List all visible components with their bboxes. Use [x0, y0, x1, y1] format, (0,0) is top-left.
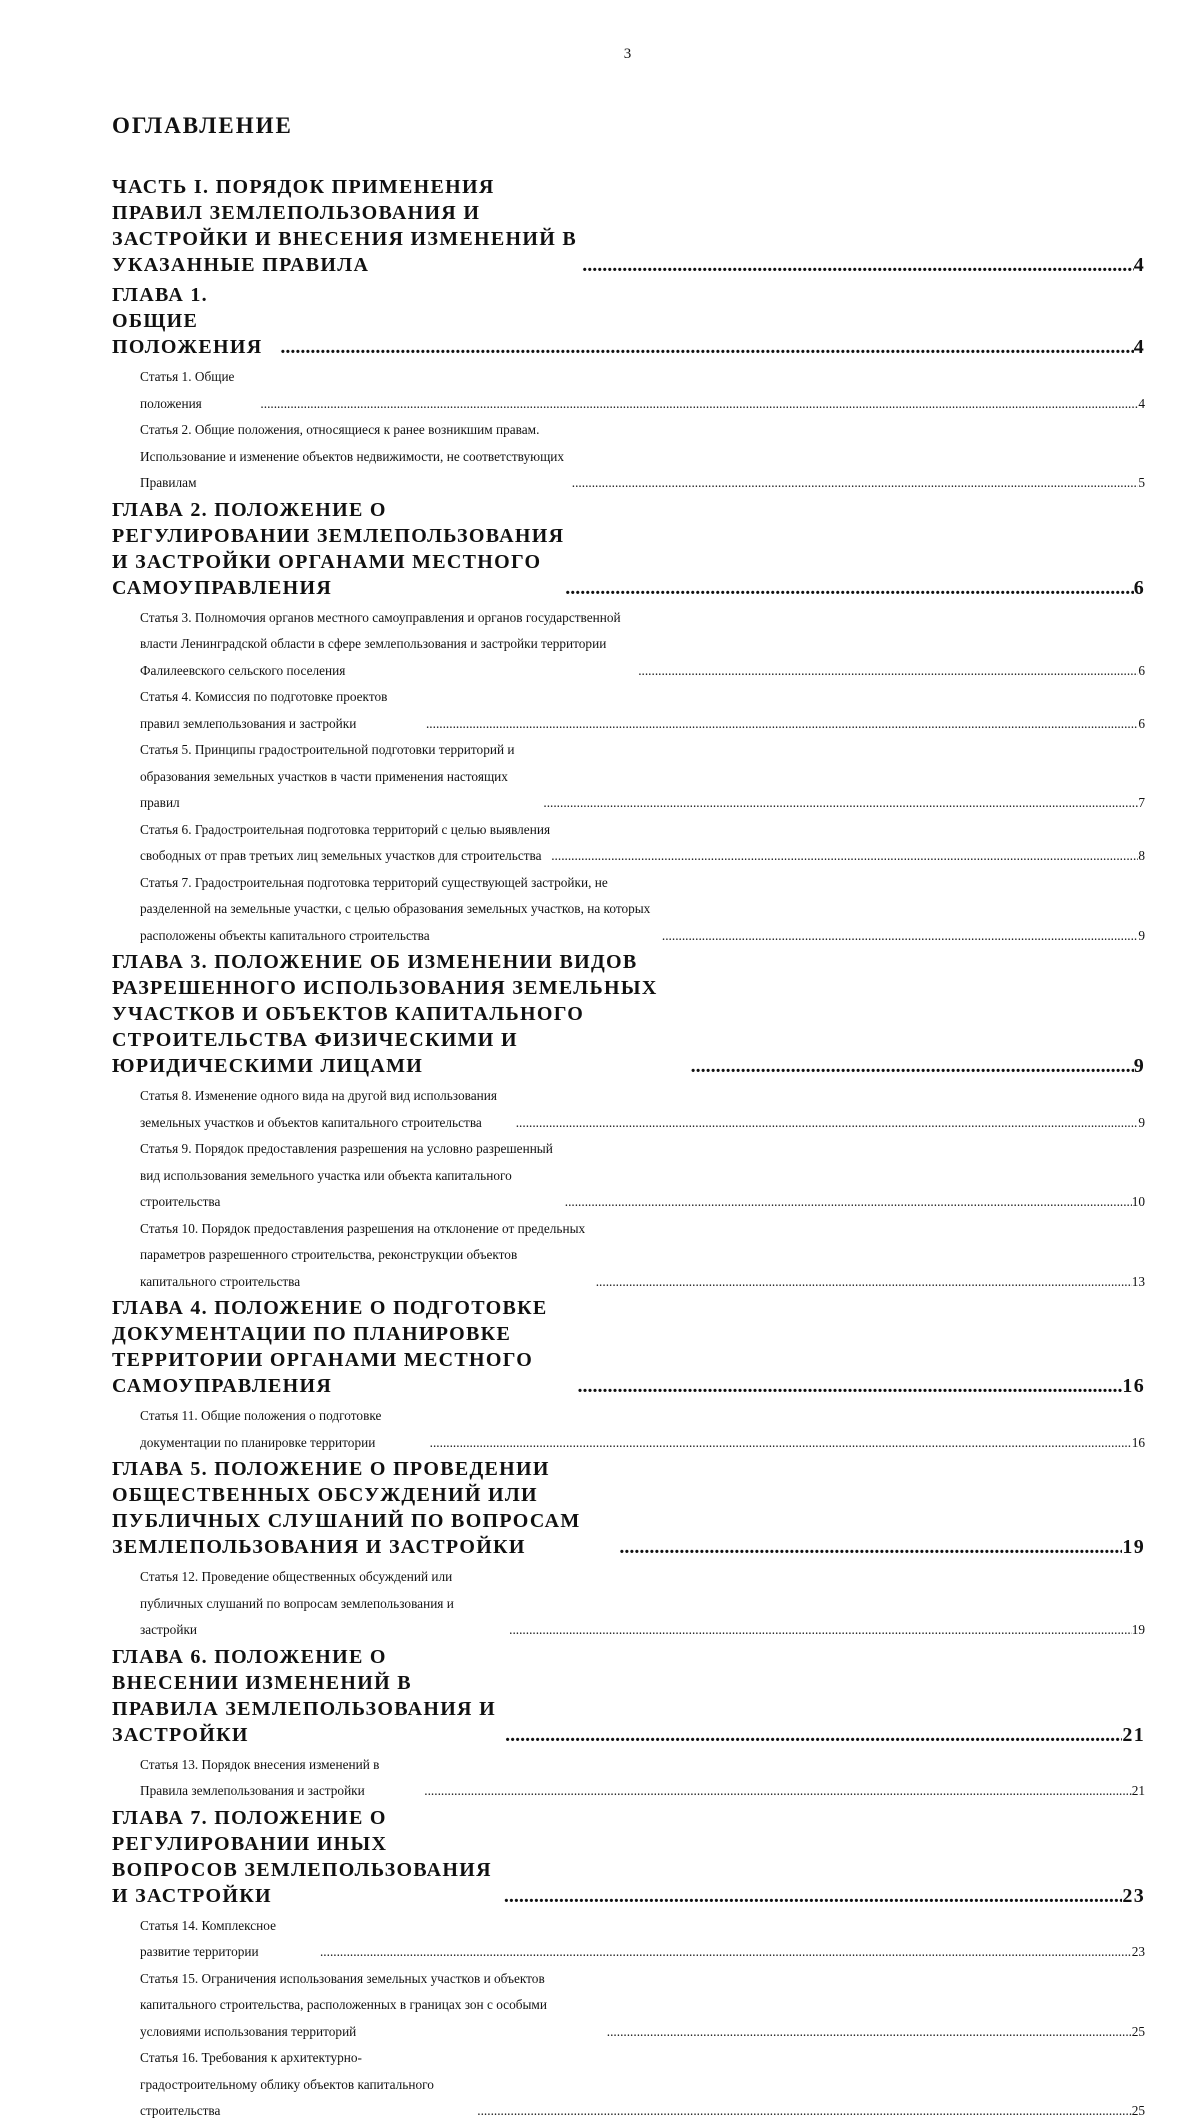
dot-leader: [577, 1373, 1122, 1399]
dot-leader: [565, 575, 1133, 601]
toc-entry-text: Статья 1. Общие положения: [140, 369, 235, 411]
toc-entry-text: Статья 12. Проведение общественных обсуждений или публичных слушаний по вопросам землепользования и застройки: [140, 1569, 454, 1637]
toc-entry-article-14[interactable]: [112, 1913, 1145, 1966]
toc-entry-article-16[interactable]: [112, 2045, 1145, 2125]
toc-entry-page: 9: [1138, 927, 1145, 943]
toc-entry-page: 16: [1131, 1434, 1145, 1450]
dot-leader: [504, 1883, 1123, 1909]
toc-entry-page: 19: [1131, 1622, 1145, 1637]
toc-entry-chapter-4[interactable]: [112, 1295, 1145, 1399]
toc-title: ОГЛАВЛЕНИЕ: [112, 113, 293, 138]
page-number: 3: [623, 46, 633, 62]
dot-leader: [516, 1110, 1139, 1137]
toc-entry-article-13[interactable]: [112, 1752, 1145, 1805]
dot-leader: [260, 391, 1138, 418]
toc-entry-part-1[interactable]: [112, 174, 1145, 278]
dot-leader: [543, 790, 1138, 817]
dot-leader: [572, 470, 1139, 497]
toc-entry-article-10[interactable]: [112, 1216, 1145, 1296]
toc-entry-page: 4: [1133, 336, 1145, 358]
dot-leader: [691, 1053, 1134, 1079]
toc-entry-article-8[interactable]: [112, 1083, 1145, 1136]
toc-entry-text: Статья 3. Полномочия органов местного самоуправления и органов государственной власти Ленинградской области в сфере землепользования и застройки территории Фалилеевского сельского поселения: [140, 609, 621, 678]
toc-entry-article-7[interactable]: [112, 870, 1145, 950]
toc-entry-page: 19: [1122, 1536, 1145, 1558]
toc-entry-text: ГЛАВА 2. ПОЛОЖЕНИЕ О РЕГУЛИРОВАНИИ ЗЕМЛЕПОЛЬЗОВАНИЯ И ЗАСТРОЙКИ ОРГАНАМИ МЕСТНОГО САМОУПРАВЛЕНИЯ: [112, 498, 565, 599]
toc-entry-text: Статья 2. Общие положения, относящиеся к ранее возникшим правам. Использование и изменение объектов недвижимости, не соответствующих Правилам: [140, 422, 565, 490]
toc-entry-page: 10: [1131, 1194, 1145, 1209]
toc-entry-page: 16: [1122, 1375, 1145, 1397]
dot-leader: [430, 1430, 1132, 1457]
toc-entry-text: Статья 15. Ограничения использования земельных участков и объектов капитального строительства, расположенных в границах зон с особыми условиями использования территорий: [140, 1970, 547, 2039]
toc-entry-text: ЧАСТЬ I. ПОРЯДОК ПРИМЕНЕНИЯ ПРАВИЛ ЗЕМЛЕПОЛЬЗОВАНИЯ И ЗАСТРОЙКИ И ВНЕСЕНИЯ ИЗМЕНЕНИЙ В УКАЗАННЫЕ ПРАВИЛА: [112, 176, 578, 276]
dot-leader: [505, 1722, 1122, 1748]
toc-entry-text: Статья 4. Комиссия по подготовке проектов правил землепользования и застройки: [140, 689, 388, 731]
toc-entry-page: 6: [1138, 662, 1145, 678]
toc-entry-article-3[interactable]: [112, 605, 1145, 685]
dot-leader: [582, 252, 1134, 278]
toc-entry-chapter-7[interactable]: [112, 1805, 1145, 1909]
toc-entry-article-15[interactable]: [112, 1966, 1145, 2046]
toc-entry-text: Статья 14. Комплексное развитие территории: [140, 1917, 277, 1959]
toc-entry-chapter-2[interactable]: [112, 497, 1145, 601]
dot-leader: [607, 2019, 1132, 2046]
dot-leader: [509, 1617, 1132, 1644]
toc-entry-article-6[interactable]: [112, 817, 1145, 870]
dot-leader: [662, 923, 1138, 950]
toc-entry-text: ГЛАВА 6. ПОЛОЖЕНИЕ О ВНЕСЕНИИ ИЗМЕНЕНИЙ В ПРАВИЛА ЗЕМЛЕПОЛЬЗОВАНИЯ И ЗАСТРОЙКИ: [112, 1645, 496, 1746]
toc-entry-page: 6: [1138, 715, 1145, 731]
toc-entry-text: Статья 9. Порядок предоставления разрешения на условно разрешенный вид использования земельного участка или объекта капитального строительства: [140, 1141, 553, 1209]
toc-entry-page: 4: [1138, 395, 1145, 411]
dot-leader: [320, 1939, 1132, 1966]
toc-entry-chapter-6[interactable]: [112, 1644, 1145, 1748]
dot-leader: [280, 334, 1133, 360]
dot-leader: [551, 843, 1138, 870]
toc-entry-chapter-3[interactable]: [112, 949, 1145, 1079]
toc-entry-page: 21: [1131, 1783, 1145, 1798]
toc-entry-text: Статья 7. Градостроительная подготовка территорий существующей застройки, не разделенной на земельные участки, с целью образования земельных участков, на которых расположены объекты капитального строительства: [140, 874, 651, 943]
toc-entry-text: ГЛАВА 4. ПОЛОЖЕНИЕ О ПОДГОТОВКЕ ДОКУМЕНТАЦИИ ПО ПЛАНИРОВКЕ ТЕРРИТОРИИ ОРГАНАМИ МЕСТНОГО САМОУПРАВЛЕНИЯ: [112, 1297, 548, 1397]
toc-entry-text: Статья 11. Общие положения о подготовке документации по планировке территории: [140, 1408, 382, 1450]
dot-leader: [565, 1189, 1132, 1216]
toc-entry-text: Статья 6. Градостроительная подготовка территорий с целью выявления свободных от прав третьих лиц земельных участков для строительства: [140, 821, 551, 863]
dot-leader: [424, 1778, 1131, 1805]
dot-leader: [619, 1534, 1122, 1560]
toc-entry-page: 9: [1138, 1114, 1145, 1130]
toc-entry-page: 23: [1131, 1944, 1145, 1959]
toc-entry-page: 23: [1122, 1884, 1145, 1907]
toc-entry-text: ГЛАВА 1. ОБЩИЕ ПОЛОЖЕНИЯ: [112, 284, 263, 358]
toc-entry-page: 13: [1131, 1273, 1145, 1289]
dot-leader: [596, 1269, 1132, 1296]
toc-entry-article-12[interactable]: [112, 1564, 1145, 1644]
toc-entry-text: Статья 16. Требования к архитектурно-градостроительному облику объектов капитального строительства: [140, 2050, 434, 2118]
toc-entry-page: 4: [1133, 254, 1145, 276]
toc-entry-article-9[interactable]: [112, 1136, 1145, 1216]
toc-entry-text: ГЛАВА 3. ПОЛОЖЕНИЕ ОБ ИЗМЕНЕНИИ ВИДОВ РАЗРЕШЕННОГО ИСПОЛЬЗОВАНИЯ ЗЕМЕЛЬНЫХ УЧАСТКОВ И ОБЪЕКТОВ КАПИТАЛЬНОГО СТРОИТЕЛЬСТВА ФИЗИЧЕСКИМИ И ЮРИДИЧЕСКИМИ ЛИЦАМИ: [112, 951, 658, 1077]
toc-entry-text: Статья 10. Порядок предоставления разрешения на отклонение от предельных параметров разрешенного строительства, реконструкции объектов капитального строительства: [140, 1220, 586, 1289]
dot-leader: [638, 658, 1138, 685]
toc-entry-article-5[interactable]: [112, 737, 1145, 817]
dot-leader: [426, 711, 1138, 738]
toc-entry-page: 21: [1122, 1723, 1145, 1746]
toc-entry-page: 9: [1133, 1055, 1145, 1077]
toc-entry-text: Статья 13. Порядок внесения изменений в Правила землепользования и застройки: [140, 1756, 380, 1798]
toc-entry-text: Статья 8. Изменение одного вида на другой вид использования земельных участков и объектов капитального строительства: [140, 1088, 497, 1130]
toc-entry-article-1[interactable]: [112, 364, 1145, 417]
toc-entry-page: 5: [1138, 475, 1145, 490]
toc-entry-text: ГЛАВА 7. ПОЛОЖЕНИЕ О РЕГУЛИРОВАНИИ ИНЫХ ВОПРОСОВ ЗЕМЛЕПОЛЬЗОВАНИЯ И ЗАСТРОЙКИ: [112, 1806, 492, 1907]
toc-entry-article-2[interactable]: [112, 417, 1145, 497]
toc-entry-article-11[interactable]: [112, 1403, 1145, 1456]
toc-entry-text: ГЛАВА 5. ПОЛОЖЕНИЕ О ПРОВЕДЕНИИ ОБЩЕСТВЕННЫХ ОБСУЖДЕНИЙ ИЛИ ПУБЛИЧНЫХ СЛУШАНИЙ ПО ВОПРОСАМ ЗЕМЛЕПОЛЬЗОВАНИЯ И ЗАСТРОЙКИ: [112, 1458, 581, 1558]
toc-entry-chapter-1[interactable]: [112, 282, 1145, 360]
toc-entry-text: Статья 5. Принципы градостроительной подготовки территорий и образования земельных участков в части применения настоящих правил: [140, 742, 515, 810]
toc-entry-page: 25: [1131, 2103, 1145, 2118]
toc-entry-page: 7: [1138, 795, 1145, 810]
toc-entry-chapter-5[interactable]: [112, 1456, 1145, 1560]
toc-entry-page: 6: [1133, 576, 1145, 599]
toc-entry-page: 25: [1131, 2023, 1145, 2039]
table-of-contents: [112, 174, 1145, 2125]
dot-leader: [477, 2098, 1131, 2125]
toc-entry-page: 8: [1138, 848, 1145, 863]
toc-entry-article-4[interactable]: [112, 684, 1145, 737]
